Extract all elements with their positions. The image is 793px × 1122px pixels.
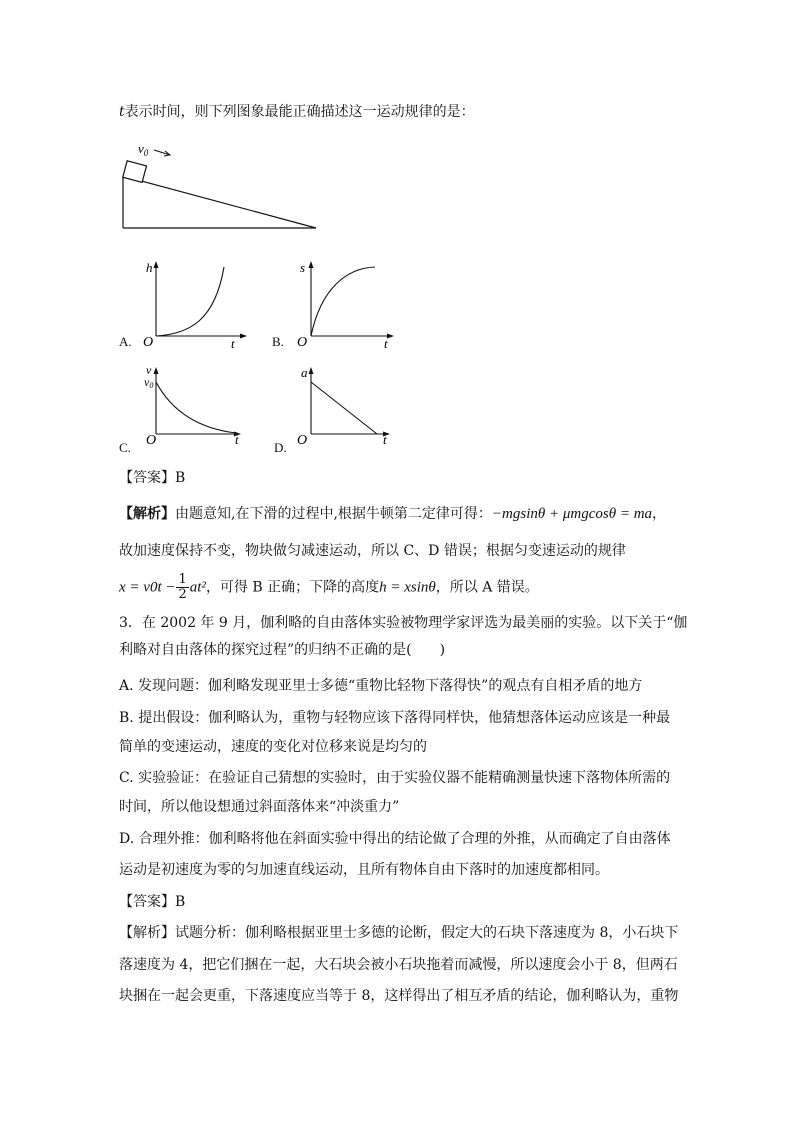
graph-b xyxy=(295,258,405,350)
v0-label: $v_0$ xyxy=(138,141,149,158)
q3-option-a: A. 发现问题：伽利略发现亚里士多德“重物比轻物下落得快”的观点有自相矛盾的地方 xyxy=(119,678,643,694)
curve-b xyxy=(311,267,375,336)
q3-line-2: 利略对自由落体的探究过程”的归纳不正确的是( ) xyxy=(119,642,446,658)
fraction-half: $\frac{1}{2}$ xyxy=(178,572,187,602)
option-a-label: A. xyxy=(119,334,132,349)
axis-label-t-d: t xyxy=(383,432,387,447)
intro-line xyxy=(119,102,475,122)
q3-option-d-1: D. 合理外推：伽利略将他在斜面实验中得出的结论做了合理的外推，从而确定了自由落体 xyxy=(119,831,671,847)
analysis-2-line-3: 块捆在一起会更重，下落速度应当等于 8，这样得出了相互矛盾的结论，伽利略认为，重物 xyxy=(119,988,679,1004)
curve-a xyxy=(156,267,224,336)
analysis-1-line-1 xyxy=(119,504,666,524)
incline-diagram xyxy=(118,136,328,234)
q3-option-d-2: 运动是初速度为零的匀加速直线运动，且所有物体自由下落时的加速度都相同。 xyxy=(119,862,609,878)
graph-d xyxy=(295,362,405,454)
origin-a: O xyxy=(143,335,154,350)
axis-label-t-b: t xyxy=(384,336,388,350)
analysis-1-end: ，所以 A 错误。 xyxy=(435,579,539,596)
analysis-1-line-2: 故加速度保持不变，物块做匀减速运动，所以 C、D 错误；根据匀变速运动的规律 xyxy=(119,543,626,559)
intro-text: 表示时间，则下列图象最能正确描述这一运动规律的是： xyxy=(124,104,475,120)
option-d-label: D. xyxy=(274,440,287,455)
origin-c: O xyxy=(146,433,157,448)
axis-label-h: h xyxy=(146,260,153,275)
line-d xyxy=(311,382,377,434)
q3-option-c-2: 时间，所以他设想通过斜面落体来“冲淡重力” xyxy=(119,799,400,815)
analysis-1-mid: ，可得 B 正确；下降的高度 xyxy=(205,579,380,596)
axis-label-t-c: t xyxy=(235,432,239,447)
kinematic-formula-b: at² xyxy=(189,579,206,596)
analysis-heading: 【解析】 xyxy=(119,506,175,522)
velocity-arrow xyxy=(154,150,170,156)
q3-line-1: 3．在 2002 年 9 月，伽利略的自由落体实验被物理学家评选为最美丽的实验。以下关于“伽 xyxy=(119,615,688,631)
height-formula: h = xsinθ xyxy=(379,579,436,596)
graph-a xyxy=(140,258,250,350)
curve-c xyxy=(156,382,236,433)
analysis-1-suffix: ， xyxy=(652,506,667,522)
axis-label-t-a: t xyxy=(231,336,235,350)
kinematic-formula-a: x = v0t − xyxy=(119,579,176,596)
analysis-1-line-3 xyxy=(119,573,539,602)
axis-label-s: s xyxy=(300,260,306,275)
graph-c xyxy=(140,362,250,454)
analysis-2-line-2: 落速度为 4，把它们捆在一起，大石块会被小石块拖着而减慢，所以速度会小于 8，但两石 xyxy=(119,957,678,973)
axis-label-a: a xyxy=(301,365,308,380)
answer-1: 【答案】B xyxy=(119,470,186,486)
newton-formula: −mgsinθ + μmgcosθ = ma xyxy=(491,506,653,522)
q3-option-b-2: 简单的变速运动，速度的变化对位移来说是均匀的 xyxy=(119,739,427,755)
analysis-1-prefix: 由题意知,在下滑的过程中,根据牛顿第二定律可得： xyxy=(175,506,492,522)
origin-b: O xyxy=(297,335,308,350)
option-b-label: B. xyxy=(272,334,284,349)
block xyxy=(123,161,147,183)
option-c-label: C. xyxy=(119,440,131,455)
incline-triangle xyxy=(123,176,316,228)
origin-d: O xyxy=(297,433,308,448)
q3-option-c-1: C. 实验验证：在验证自己猜想的实验时，由于实验仪器不能精确测量快速下落物体所需的 xyxy=(119,770,671,786)
axis-tick-v0: v0 xyxy=(144,375,154,390)
q3-option-b-1: B. 提出假设：伽利略认为，重物与轻物应该下落得同样快，他猜想落体运动应该是一种最 xyxy=(119,710,671,726)
axis-label-v: v xyxy=(146,363,152,377)
answer-2: 【答案】B xyxy=(119,894,186,910)
time-variable: t xyxy=(119,104,125,120)
analysis-2-line-1: 【解析】试题分析：伽利略根据亚里士多德的论断，假定大的石块下落速度为 8，小石块下 xyxy=(119,925,679,941)
